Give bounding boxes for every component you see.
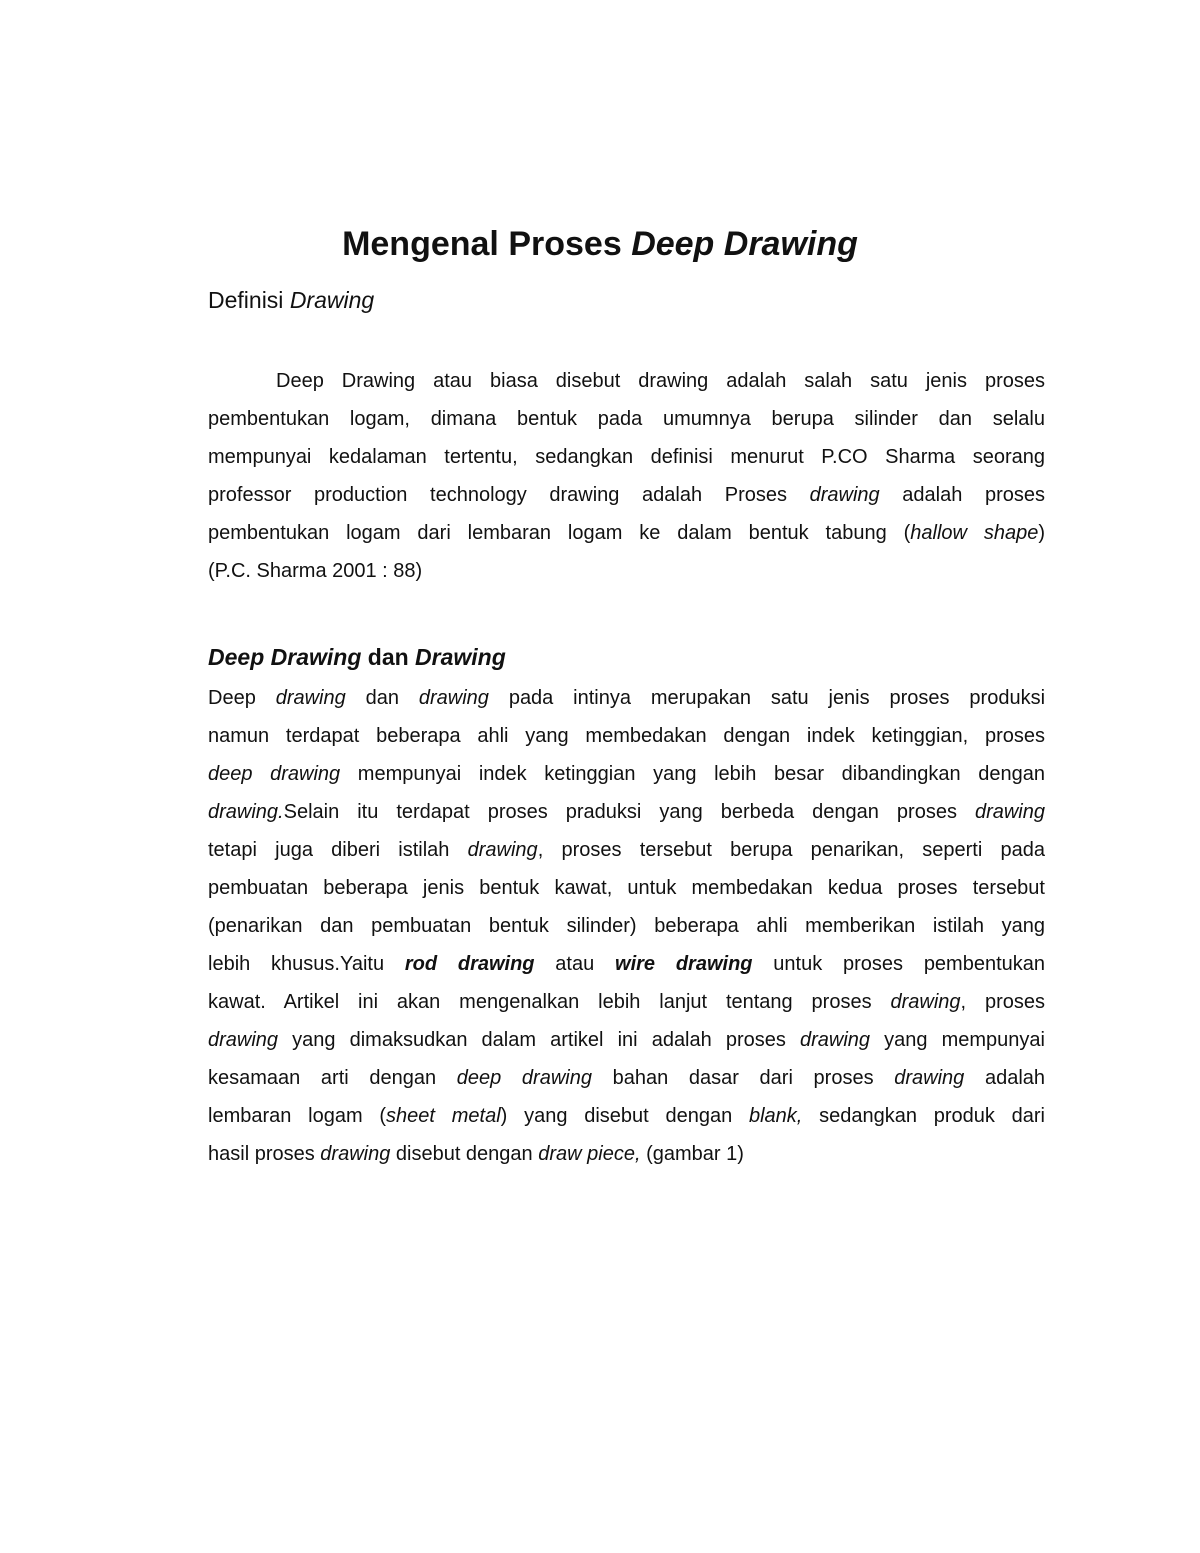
- text-run: dan: [361, 644, 416, 670]
- text-run: hallow shape: [910, 522, 1039, 544]
- text-line: [208, 514, 1045, 552]
- text-line: [208, 400, 1045, 438]
- text-run: Mengenal Proses: [342, 225, 632, 263]
- text-run: adalah: [964, 1067, 1046, 1089]
- text-line: [208, 755, 1045, 793]
- text-run: yang mempunyai: [870, 1029, 1045, 1051]
- text-run: drawing: [467, 839, 538, 861]
- text-run: draw piece,: [538, 1143, 641, 1165]
- paragraph-deep-drawing: [208, 679, 1045, 1173]
- text-run: adalah proses: [879, 484, 1045, 506]
- text-run: Deep: [208, 687, 276, 709]
- text-run: blank,: [748, 1105, 803, 1127]
- text-line: [208, 1059, 1045, 1097]
- text-run: mempunyai kedalaman tertentu, sedangkan definisi menurut P.CO Sharma seorang: [208, 446, 1045, 468]
- text-run: Definisi: [208, 287, 290, 313]
- text-line: [208, 438, 1045, 476]
- text-run: , proses tersebut berupa penarikan, seperti pada: [537, 839, 1046, 861]
- section-heading-deep-drawing-dan-drawing: [208, 640, 506, 674]
- text-run: pembentukan logam, dimana bentuk pada umumnya berupa silinder dan selalu: [208, 408, 1045, 430]
- text-line: [208, 1021, 1045, 1059]
- text-line: [208, 945, 1045, 983]
- text-line: [208, 983, 1045, 1021]
- text-line: [208, 1097, 1045, 1135]
- text-run: Deep Drawing atau biasa disebut drawing adalah salah satu jenis proses: [276, 370, 1045, 392]
- text-run: kawat. Artikel ini akan mengenalkan lebih lanjut tentang proses: [208, 991, 891, 1013]
- text-run: ): [1038, 522, 1045, 544]
- text-run: lembaran logam (: [208, 1105, 387, 1127]
- text-run: bahan dasar dari proses: [591, 1067, 895, 1089]
- text-run: (gambar 1): [640, 1143, 744, 1165]
- text-run: drawing: [275, 687, 346, 709]
- text-run: drawing: [208, 1029, 279, 1051]
- text-run: dan: [345, 687, 419, 709]
- text-run: pembuatan beberapa jenis bentuk kawat, untuk membedakan kedua proses tersebut: [208, 877, 1045, 899]
- text-run: Deep Drawing: [208, 644, 362, 670]
- text-run: pada intinya merupakan satu jenis proses produksi: [488, 687, 1046, 709]
- text-line: [208, 831, 1045, 869]
- text-run: drawing: [890, 991, 961, 1013]
- text-run: disebut dengan: [390, 1143, 539, 1165]
- text-run: hasil proses: [208, 1143, 321, 1165]
- text-line: [208, 717, 1045, 755]
- text-run: drawing: [418, 687, 489, 709]
- text-line: [208, 869, 1045, 907]
- text-run: pembentukan logam dari lembaran logam ke dalam bentuk tabung (: [208, 522, 911, 544]
- text-line: [208, 476, 1045, 514]
- text-run: drawing: [809, 484, 880, 506]
- text-run: wire drawing: [615, 953, 753, 975]
- text-line: [208, 362, 1045, 400]
- text-run: untuk proses pembentukan: [752, 953, 1046, 975]
- section-heading-definisi: [208, 283, 374, 317]
- text-run: drawing.: [208, 801, 284, 823]
- text-run: Deep Drawing: [631, 225, 858, 263]
- text-run: (P.C. Sharma 2001 : 88): [208, 560, 423, 582]
- text-run: drawing: [894, 1067, 965, 1089]
- text-line: [208, 679, 1045, 717]
- text-run: tetapi juga diberi istilah: [208, 839, 468, 861]
- text-line: [208, 552, 1045, 590]
- text-run: yang dimaksudkan dalam artikel ini adalah proses: [278, 1029, 800, 1051]
- text-run: drawing: [974, 801, 1045, 823]
- paragraph-definisi: [208, 362, 1045, 590]
- text-line: [208, 793, 1045, 831]
- text-line: [208, 907, 1045, 945]
- text-run: atau: [534, 953, 616, 975]
- text-run: lebih khusus.Yaitu: [208, 953, 405, 975]
- text-run: sedangkan produk dari: [802, 1105, 1045, 1127]
- text-run: ) yang disebut dengan: [500, 1105, 749, 1127]
- text-run: deep drawing: [456, 1067, 592, 1089]
- text-line: [208, 1135, 1045, 1173]
- text-run: deep drawing: [208, 763, 341, 785]
- text-run: mempunyai indek ketinggian yang lebih besar dibandingkan dengan: [340, 763, 1045, 785]
- text-run: , proses: [960, 991, 1045, 1013]
- text-run: drawing: [799, 1029, 871, 1051]
- text-run: (penarikan dan pembuatan bentuk silinder) beberapa ahli memberikan istilah yang: [208, 915, 1045, 937]
- text-run: drawing: [320, 1143, 391, 1165]
- document-title: [0, 222, 1200, 266]
- text-run: namun terdapat beberapa ahli yang membedakan dengan indek ketinggian, proses: [208, 725, 1045, 747]
- text-run: professor production technology drawing adalah Proses: [208, 484, 810, 506]
- text-run: Drawing: [289, 287, 375, 313]
- text-run: Selain itu terdapat proses praduksi yang berbeda dengan proses: [283, 801, 975, 823]
- text-run: kesamaan arti dengan: [208, 1067, 457, 1089]
- text-run: rod drawing: [404, 953, 535, 975]
- text-run: sheet metal: [386, 1105, 501, 1127]
- text-run: Drawing: [415, 644, 506, 670]
